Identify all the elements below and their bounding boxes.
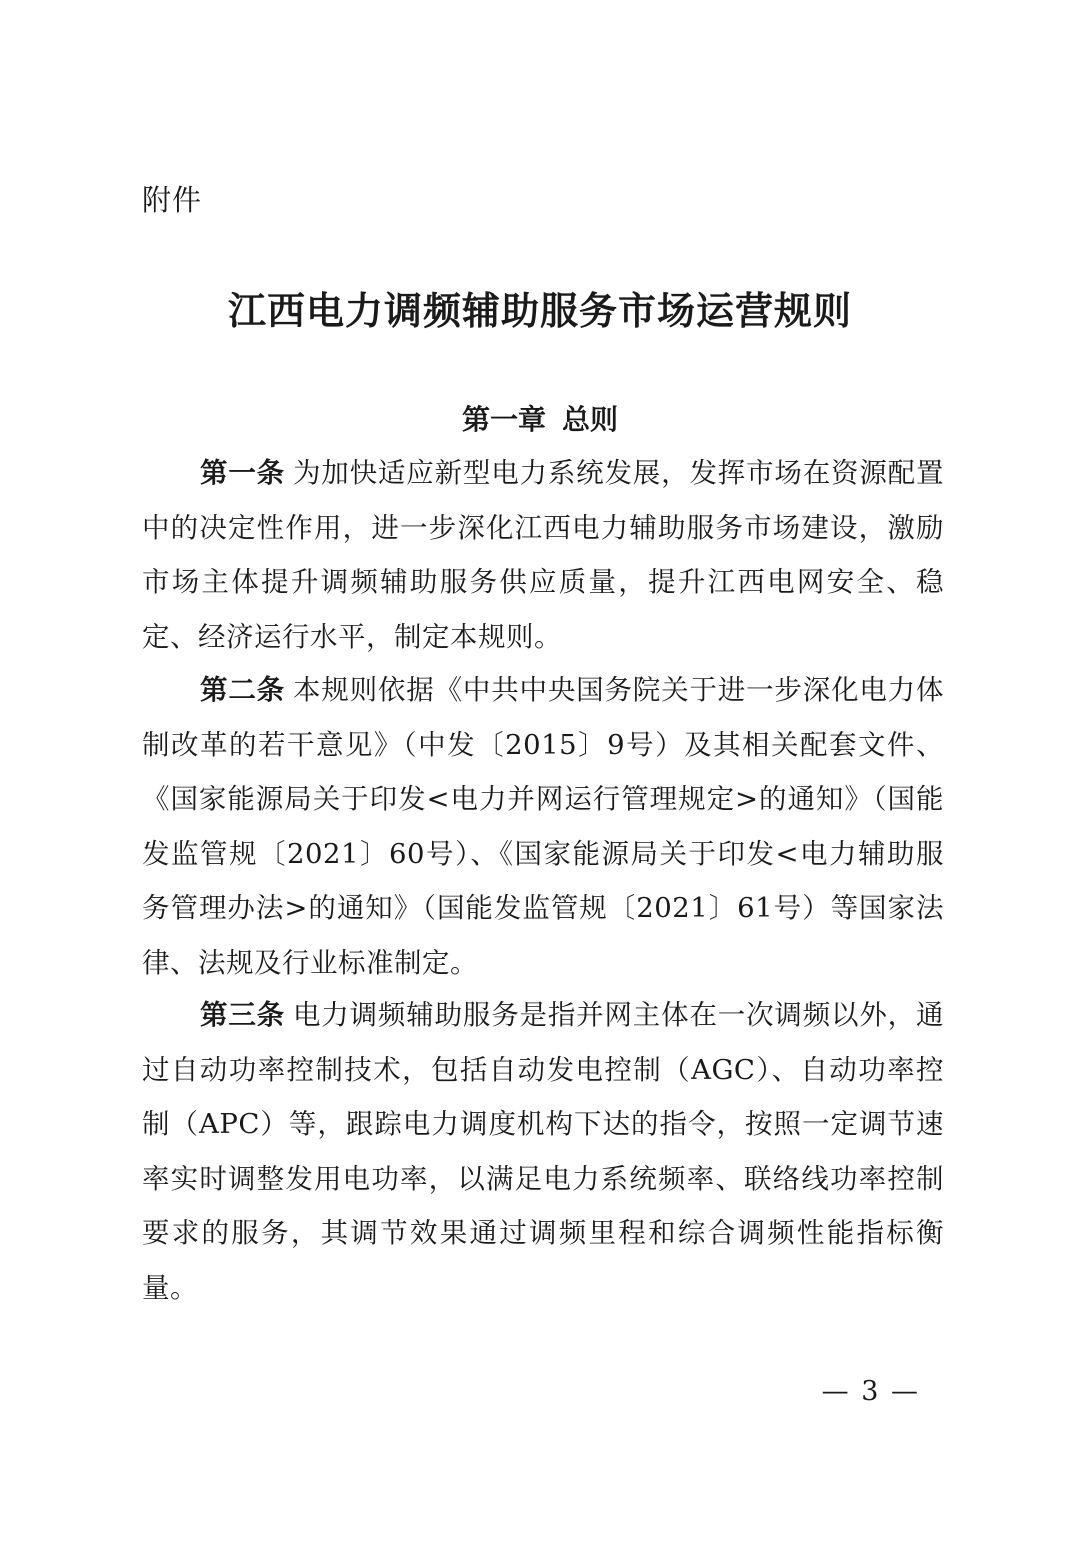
article-label: 第三条	[200, 999, 285, 1031]
article-3	[142, 988, 944, 1315]
article-text: 本规则依据《中共中央国务院关于进一步深化电力体制改革的若干意见》（中发〔2015〕9号）及其相关配套文件、《国家能源局关于印发<电力并网运行管理规定>的通知》（国能发监管规〔2021〕60号）、《国家能源局关于印发<电力辅助服务管理办法>的通知》（国能发监管规〔2021〕61号）等国家法律、法规及行业标准制定。	[142, 674, 945, 979]
article-label: 第一条	[200, 457, 285, 489]
attachment-label: 附件	[142, 183, 203, 217]
chapter-heading	[0, 398, 1080, 438]
article-2	[142, 663, 944, 990]
article-text: 电力调频辅助服务是指并网主体在一次调频以外，通过自动功率控制技术，包括自动发电控制（AGC）、自动功率控制（APC）等，跟踪电力调度机构下达的指令，按照一定调节速率实时调整发用电功率，以满足电力系统频率、联络线功率控制要求的服务，其调节效果通过调频里程和综合调频性能指标衡量。	[142, 999, 945, 1304]
chapter-name: 总则	[562, 403, 619, 436]
page-number: — 3 —	[821, 1376, 920, 1407]
article-label: 第二条	[200, 674, 285, 706]
chapter-number: 第一章	[461, 403, 546, 436]
article-text: 为加快适应新型电力系统发展，发挥市场在资源配置中的决定性作用，进一步深化江西电力辅助服务市场建设，激励市场主体提升调频辅助服务供应质量，提升江西电网安全、稳定、经济运行水平，制定本规则。	[142, 457, 945, 653]
article-1	[142, 446, 944, 664]
document-title: 江西电力调频辅助服务市场运营规则	[227, 289, 852, 333]
